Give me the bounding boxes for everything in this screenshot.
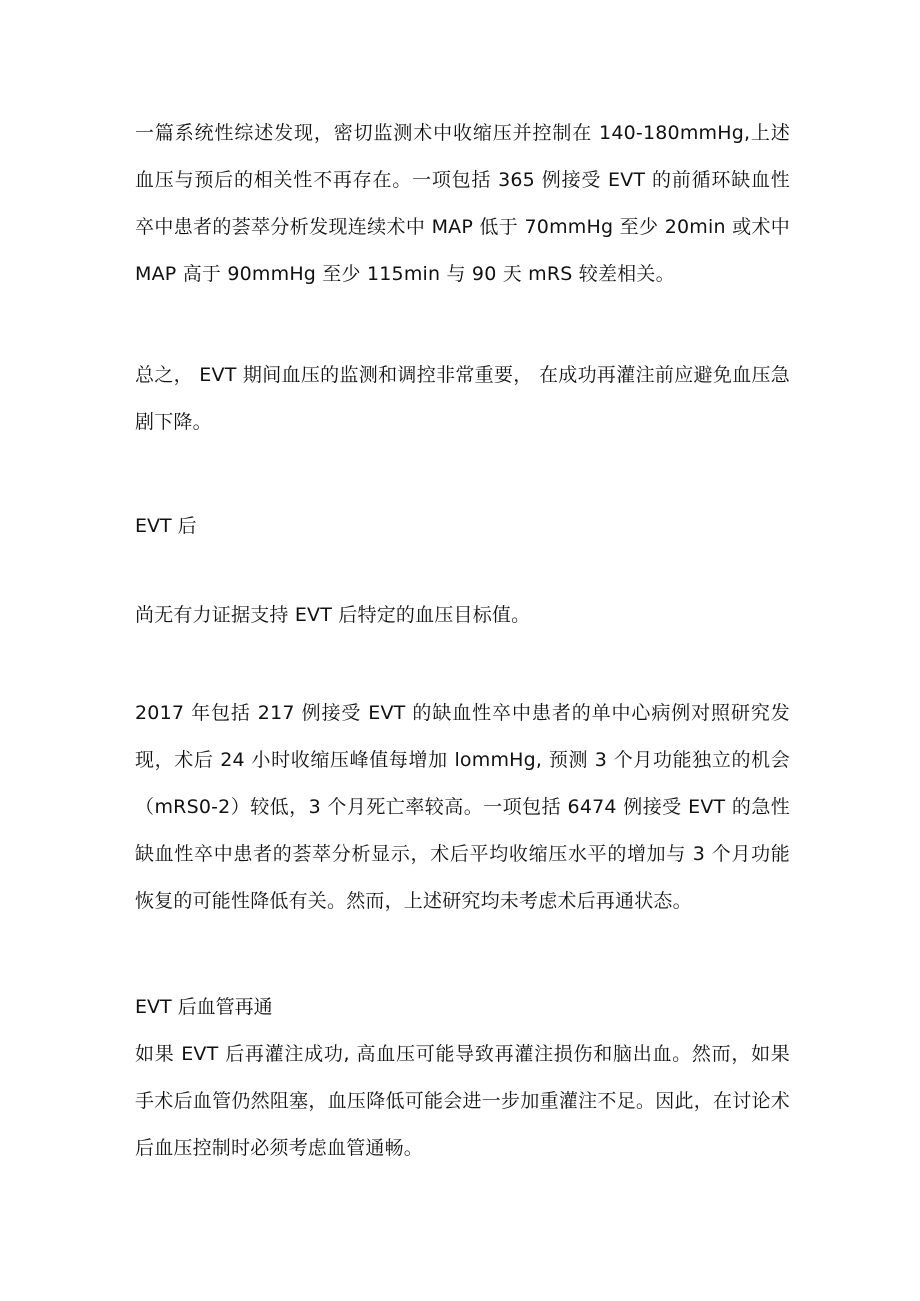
paragraph-summary: 总之， EVT 期间血压的监测和调控非常重要， 在成功再灌注前应避免血压急剧下降。: [135, 364, 790, 433]
paragraph-2017-study: 2017 年包括 217 例接受 EVT 的缺血性卒中患者的单中心病例对照研究发现，术后 24 小时收缩压峰值每增加 lommHg, 预测 3 个月功能独立的机会（mRS0-2）较低，3 个月死亡率较高。一项包括 6474 例接受 EVT 的急性缺血性卒中患者的荟萃分析显示，术后平均收缩压水平的增加与 3 个月功能恢复的可能性降低有关。然而，上述研究均未考虑术后再通状态。: [135, 702, 790, 912]
section-heading-recanalization: EVT 后血管再通: [135, 996, 273, 1018]
paragraph-no-evidence: 尚无有力证据支持 EVT 后特定的血压目标值。: [135, 604, 531, 626]
paragraph-reperfusion: 如果 EVT 后再灌注成功, 高血压可能导致再灌注损伤和脑出血。然而，如果手术后血管仍然阻塞，血压降低可能会进一步加重灌注不足。因此，在讨论术后血压控制时必须考虑血管通畅。: [135, 1043, 790, 1159]
section-heading-post-evt: EVT 后: [135, 515, 197, 537]
paragraph-intraoperative-bp: 一篇系统性综述发现，密切监测术中收缩压并控制在 140-180mmHg,上述血压与预后的相关性不再存在。一项包括 365 例接受 EVT 的前循环缺血性卒中患者的荟萃分析发现连续术中 MAP 低于 70mmHg 至少 20min 或术中 MAP 高于 90mmHg 至少 115min 与 90 天 mRS 较差相关。: [135, 122, 790, 285]
